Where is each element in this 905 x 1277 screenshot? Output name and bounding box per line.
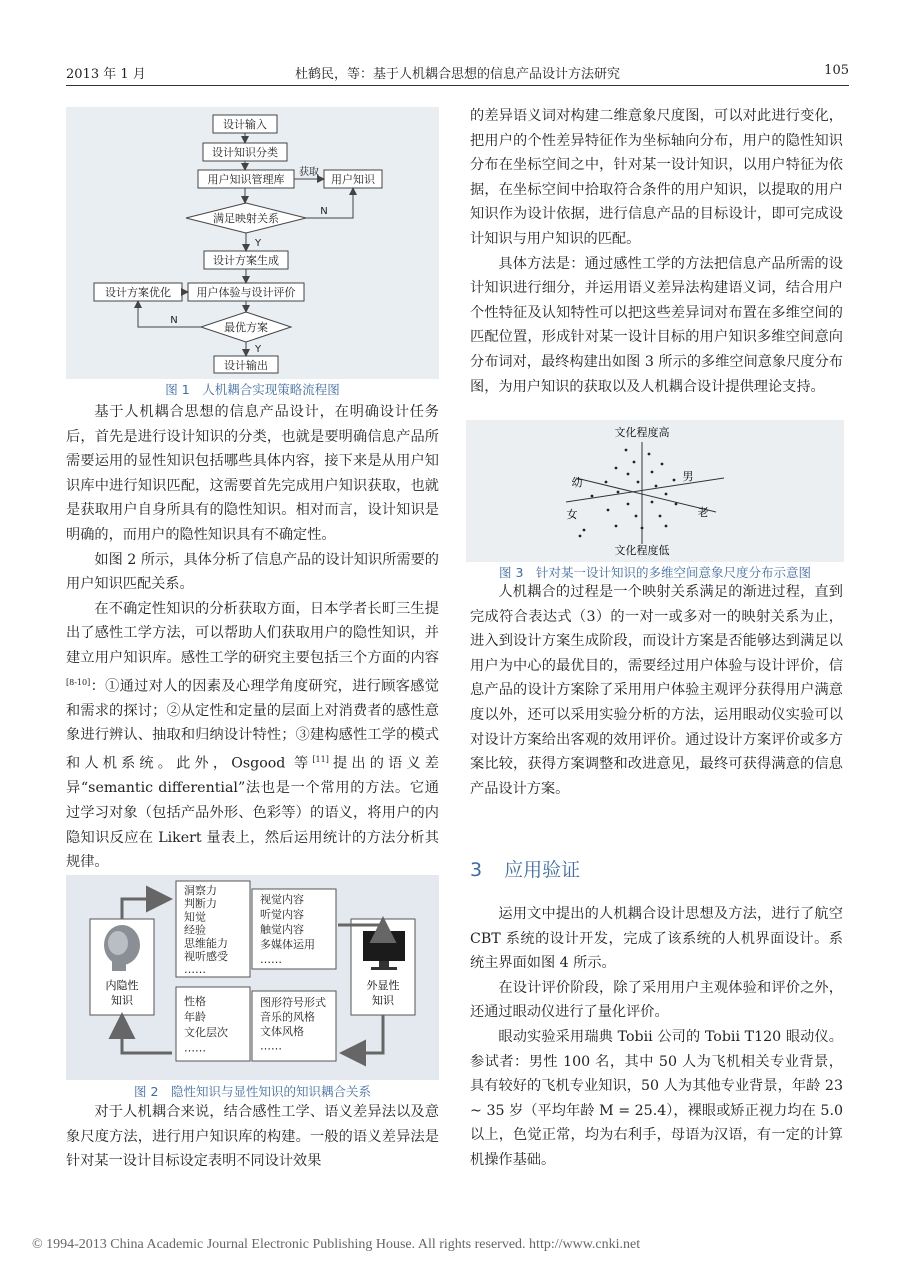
- scatter-dot: [659, 515, 662, 518]
- scatter-dot: [607, 509, 610, 512]
- scatter-dot: [617, 491, 620, 494]
- top-right-item: 多媒体运用: [260, 938, 315, 951]
- citation: [11]: [312, 755, 329, 765]
- scatter-dot: [635, 515, 638, 518]
- scatter-dot: [627, 473, 630, 476]
- scatter-dot: [651, 471, 654, 474]
- implicit-label-2: 知识: [111, 994, 133, 1007]
- label-best: 最优方案: [224, 321, 268, 334]
- scatter-dot: [665, 525, 668, 528]
- scatter-dot: [651, 501, 654, 504]
- scatter-dot: [615, 525, 618, 528]
- header-date: 2013 年 1 月: [66, 67, 146, 82]
- bottom-right-item: 文体风格: [260, 1025, 304, 1038]
- top-left-item: 洞察力: [184, 884, 217, 897]
- section-number: 3: [470, 859, 483, 881]
- flowchart: [66, 107, 439, 379]
- label-y2: Y: [254, 344, 262, 355]
- bottom-right-item: ……: [260, 1039, 282, 1053]
- scatter-dot: [675, 503, 678, 506]
- bottom-left-item: 性格: [184, 995, 206, 1008]
- bottom-left-item: 文化层次: [184, 1026, 228, 1039]
- scatter-dot: [605, 481, 608, 484]
- paragraph: 基于人机耦合思想的信息产品设计，在明确设计任务后，首先是进行设计知识的分类，也就是要明确信息产品所需要运用的显性知识包括哪些具体内容，接下来是从用户知识库中进行知识匹配，这需要首先完成用户知识获取，也就是获取用户自身所具有的隐性知识。相对而言，设计知识是明确的，而用户的隐性知识具有不确定性。: [66, 404, 439, 543]
- top-left-item: 视听感受: [184, 950, 228, 963]
- top-left-item: 思维能力: [184, 936, 228, 950]
- label-get: 获取: [299, 167, 319, 178]
- citation: [8-10]: [66, 677, 91, 687]
- figure-1-caption: 图 1 人机耦合实现策略流程图: [165, 382, 340, 397]
- label-female: 女: [566, 508, 578, 521]
- scatter-dot: [633, 461, 636, 464]
- scatter-dot: [665, 493, 668, 496]
- scatter-dot: [579, 535, 582, 538]
- left-column-text-1: [66, 400, 439, 875]
- bottom-right-item: 音乐的风格: [260, 1010, 315, 1024]
- label-y1: Y: [254, 238, 262, 249]
- scale-distribution-plot: [466, 420, 844, 562]
- top-left-item: 经验: [184, 923, 206, 937]
- top-right-item: 触觉内容: [260, 923, 304, 936]
- scatter-dot: [625, 449, 628, 452]
- explicit-label-1: 外显性: [366, 979, 400, 992]
- paragraph: 如图 2 所示，具体分析了信息产品的设计知识所需要的用户知识匹配关系。: [66, 551, 439, 593]
- right-column-text-1: [470, 104, 843, 399]
- label-input: 设计输入: [223, 118, 267, 131]
- scatter-dot: [627, 503, 630, 506]
- label-top: 文化程度高: [614, 426, 670, 439]
- top-left-item: 知觉: [184, 910, 206, 924]
- label-classify: 设计知识分类: [212, 146, 278, 159]
- scatter-dot: [673, 479, 676, 482]
- section-heading: [470, 855, 580, 882]
- scatter-dot: [641, 527, 644, 530]
- figure-1: [66, 107, 439, 379]
- running-header: [66, 63, 849, 86]
- label-young: 幼: [571, 476, 583, 489]
- label-evaluate: 用户体验与设计评价: [196, 286, 296, 299]
- header-title: 杜鹤民，等：基于人机耦合思想的信息产品设计方法研究: [294, 67, 620, 82]
- label-user-knowledge: 用户知识: [331, 173, 375, 186]
- paragraph: 眼动实验采用瑞典 Tobii 公司的 Tobii T120 眼动仪。参试者：男性 100 名，其中 50 人为飞机相关专业背景，具有较好的飞机专业知识，50 人为其他专业背景，年龄 23 ~ 35 岁（平均年龄 M = 25.4），裸眼或矫正视力均在 5.0 以上，色觉正常，均为右利手，母语为汉语，有一定的计算机操作基础。: [470, 1028, 843, 1168]
- right-column-text-2: [470, 580, 843, 801]
- bottom-right-item: 图形符号形式: [260, 996, 326, 1009]
- scatter-dot: [615, 467, 618, 470]
- left-column-text-2: [66, 1100, 439, 1174]
- paragraph: 人机耦合的过程是一个映射关系满足的渐进过程，直到完成符合表达式（3）的一对一或多对一的映射关系为止，进入到设计方案生成阶段，而设计方案是否能够达到满足以用户为中心的最优目的，需要经过用户体验与设计评价，信息产品的设计方案除了采用用户体验主观评分获得用户满意度以外，还可以采用实验分析的方法，运用眼动仪实验可以对设计方案给出客观的效用评价。通过设计方案评价或多方案比较，获得方案调整和改进意见，最终可获得满意的信息产品设计方案。: [470, 584, 843, 797]
- label-old: 老: [697, 506, 709, 519]
- paragraph: 在不确定性知识的分析获取方面，日本学者长町三生提出了感性工学方法，可以帮助人们获取用户的隐性知识，并建立用户知识库。感性工学的研究主要包括三个方面的内容[8-10]：①通过对人的因素及心理学角度研究，进行顾客感觉和需求的探讨；②从定性和定量的层面上对消费者的感性意象进行辨认、抽取和归纳设计特性；③建构感性工学的模式和人机系统。此外，Osgood 等[11]提出的语义差异“semantic differential”法也是一个常用的方法。它通过学习对象（包括产品外形、色彩等）的语义，将用户的内隐知识反应在 Likert 量表上，然后运用统计的方法分析其规律。: [66, 600, 439, 871]
- label-generate: 设计方案生成: [213, 254, 279, 267]
- page-number: 105: [824, 63, 849, 78]
- knowledge-coupling-diagram: [66, 875, 439, 1080]
- paragraph: 的差异语义词对构建二维意象尺度图，可以对此进行变化，把用户的个性差异特征作为坐标轴向分布，用户的隐性知识分布在坐标空间之中，针对某一设计知识，以用户特征为依据，在坐标空间中拾取符合条件的用户知识，以提取的用户知识作为设计依据，进行信息产品的目标设计，即可完成设计知识与用户知识的匹配。: [470, 108, 843, 247]
- explicit-label-2: 知识: [372, 994, 394, 1007]
- label-n1: N: [320, 206, 328, 217]
- label-optimize: 设计方案优化: [105, 286, 171, 299]
- top-left-item: ……: [184, 963, 206, 977]
- label-bottom: 文化程度低: [614, 544, 670, 557]
- figure-2: [66, 875, 439, 1080]
- scatter-dot: [648, 453, 651, 456]
- label-output: 设计输出: [224, 359, 268, 372]
- scatter-dot: [583, 529, 586, 532]
- right-column-text-3: [470, 902, 843, 1173]
- label-male: 男: [682, 470, 694, 483]
- paragraph: 对于人机耦合来说，结合感性工学、语义差异法以及意象尺度方法，进行用户知识库的构建。一般的语义差异法是针对某一设计目标设定表明不同设计效果: [66, 1104, 439, 1170]
- copyright-footer: © 1994-2013 China Academic Journal Electronic Publishing House. All rights reserved. http://www.cnki.net: [32, 1237, 641, 1252]
- label-map: 满足映射关系: [213, 212, 279, 225]
- bottom-left-item: 年龄: [184, 1010, 206, 1024]
- section-title: 应用验证: [504, 859, 581, 881]
- scatter-dot: [591, 495, 594, 498]
- paragraph: 运用文中提出的人机耦合设计思想及方法，进行了航空 CBT 系统的设计开发，完成了该系统的人机界面设计。系统主界面如图 4 所示。: [470, 906, 843, 972]
- top-right-item: ……: [260, 953, 282, 966]
- paragraph: 在设计评价阶段，除了采用用户主观体验和评价之外，还通过眼动仪进行了量化评价。: [470, 979, 843, 1021]
- figure-3-caption: 图 3 针对某一设计知识的多维空间意象尺度分布示意图: [499, 565, 811, 580]
- implicit-label-1: 内隐性: [105, 979, 139, 992]
- scatter-dot: [661, 463, 664, 466]
- scatter-dot: [655, 485, 658, 488]
- top-left-item: 判断力: [184, 897, 217, 911]
- top-right-item: 视觉内容: [260, 893, 304, 906]
- female-old-axis: [576, 478, 716, 512]
- figure-3: [466, 420, 844, 562]
- figure-2-caption: 图 2 隐性知识与显性知识的知识耦合关系: [134, 1084, 371, 1099]
- bottom-left-item: ……: [184, 1041, 206, 1055]
- label-n2: N: [170, 315, 178, 326]
- label-kb: 用户知识管理库: [207, 173, 285, 186]
- scatter-dot: [637, 481, 640, 484]
- paragraph: 具体方法是：通过感性工学的方法把信息产品所需的设计知识进行细分，并运用语义差异法构建语义词，结合用户个性特征及认知特性可以把这些差异词对布置在多维空间的匹配位置，形成针对某一设计目标的用户知识多维空间意向分布词对，最终构建出如图 3 所示的多维空间意象尺度分布图，为用户知识的获取以及人机耦合设计提供理论支持。: [470, 255, 843, 395]
- top-right-item: 听觉内容: [260, 908, 304, 921]
